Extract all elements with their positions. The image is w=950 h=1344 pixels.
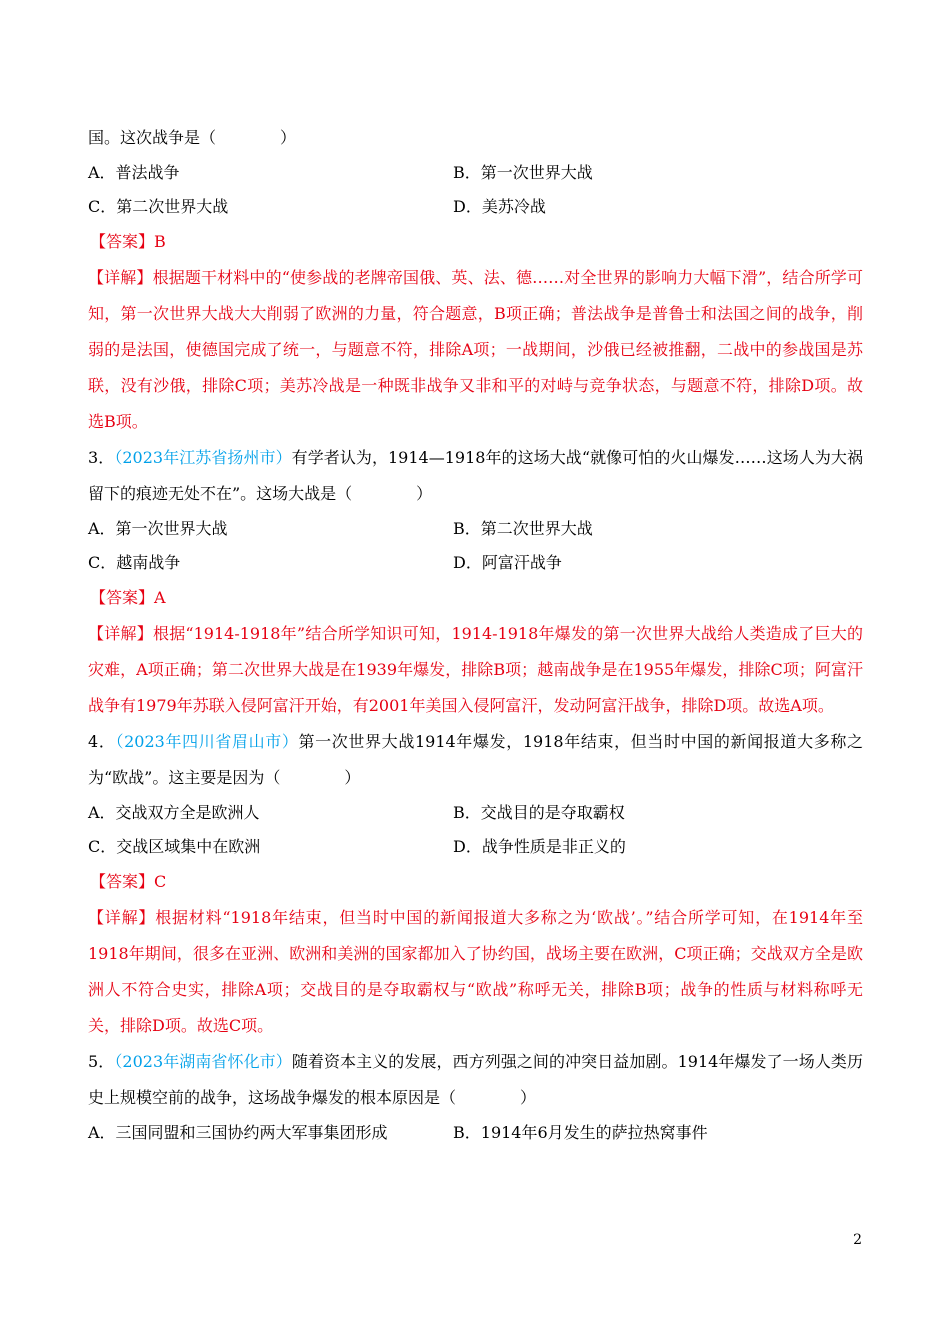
explain-tag: 【详解】 [88, 268, 153, 287]
explain-text: 根据“1914-1918年”结合所学知识可知，1914-1918年爆发的第一次世界大战给人类造成了巨大的灾难，A项正确；第二次世界大战是在1939年爆发，排除B项；越南战争是在1955年爆发，排除C项；阿富汗战争有1979年苏联入侵阿富汗开始，有2001年美国入侵阿富汗，发动阿富汗战争，排除D项。故选A项。 [88, 624, 863, 715]
question-number: 3． [88, 448, 115, 467]
option-a: A．普法战争 [88, 163, 180, 182]
answer: 【答案】C [90, 872, 167, 891]
question-stem: 第一次世界大战1914年爆发，1918年结束，但当时中国的新闻报道大多称之为“欧战”。这主要是因为（ ） [88, 732, 863, 787]
option-b: B．第一次世界大战 [453, 163, 593, 182]
option-a: A．交战双方全是欧洲人 [88, 803, 260, 822]
page-number: 2 [853, 1232, 862, 1248]
option-d: D．战争性质是非正义的 [453, 837, 626, 856]
option-b: B．第二次世界大战 [453, 519, 593, 538]
option-a: A．三国同盟和三国协约两大军事集团形成 [88, 1123, 388, 1142]
option-c: C．交战区域集中在欧洲 [88, 837, 261, 856]
option-row [88, 190, 863, 224]
question-number: 4． [88, 732, 116, 751]
question-number: 5． [88, 1052, 115, 1071]
explanation [88, 616, 863, 724]
explain-tag: 【详解】 [88, 624, 153, 643]
option-c: C．越南战争 [88, 553, 181, 572]
answer: 【答案】B [90, 232, 166, 251]
document-page [88, 120, 863, 1150]
question-stem: 有学者认为，1914—1918年的这场大战“就像可怕的火山爆发……这场人为大祸留下的痕迹无处不在”。这场大战是（ ） [88, 448, 863, 503]
question-stem: 随着资本主义的发展，西方列强之间的冲突日益加剧。1914年爆发了一场人类历史上规模空前的战争，这场战争爆发的根本原因是（ ） [88, 1052, 863, 1107]
question-source: （2023年江苏省扬州市） [114, 448, 292, 467]
question-source: （2023年四川省眉山市） [115, 732, 299, 751]
option-row [88, 796, 863, 830]
explain-text: 根据题干材料中的“使参战的老牌帝国俄、英、法、德……对全世界的影响力大幅下滑”，结合所学可知，第一次世界大战大大削弱了欧洲的力量，符合题意，B项正确；普法战争是普鲁士和法国之间的战争，削弱的是法国，使德国完成了统一，与题意不符，排除A项；一战期间，沙俄已经被推翻，二战中的参战国是苏联，没有沙俄，排除C项；美苏冷战是一种既非战争又非和平的对峙与竞争状态，与题意不符，排除D项。故选B项。 [88, 268, 863, 431]
question-5 [88, 1044, 863, 1116]
option-row [88, 1116, 863, 1150]
answer: 【答案】A [90, 588, 166, 607]
option-row [88, 546, 863, 580]
option-row [88, 830, 863, 864]
explanation [88, 900, 863, 1044]
option-b: B．1914年6月发生的萨拉热窝事件 [453, 1123, 708, 1142]
option-row [88, 156, 863, 190]
option-b: B．交战目的是夺取霸权 [453, 803, 625, 822]
option-d: D．阿富汗战争 [453, 553, 562, 572]
option-row [88, 512, 863, 546]
question-source: （2023年湖南省怀化市） [114, 1052, 292, 1071]
option-c: C．第二次世界大战 [88, 197, 229, 216]
explain-tag: 【详解】 [88, 908, 156, 927]
option-d: D．美苏冷战 [453, 197, 546, 216]
explain-text: 根据材料“1918年结束，但当时中国的新闻报道大多称之为‘欧战’。”结合所学可知，在1914年至1918年期间，很多在亚洲、欧洲和美洲的国家都加入了协约国，战场主要在欧洲，C项正确；交战双方全是欧洲人不符合史实，排除A项；交战目的是夺取霸权与“欧战”称呼无关，排除B项；战争的性质与材料称呼无关，排除D项。故选C项。 [88, 908, 863, 1035]
option-a: A．第一次世界大战 [88, 519, 228, 538]
explanation [88, 260, 863, 440]
question-3 [88, 440, 863, 512]
question-stem-end: 国。这次战争是（ ） [88, 128, 297, 147]
question-4 [88, 724, 863, 796]
